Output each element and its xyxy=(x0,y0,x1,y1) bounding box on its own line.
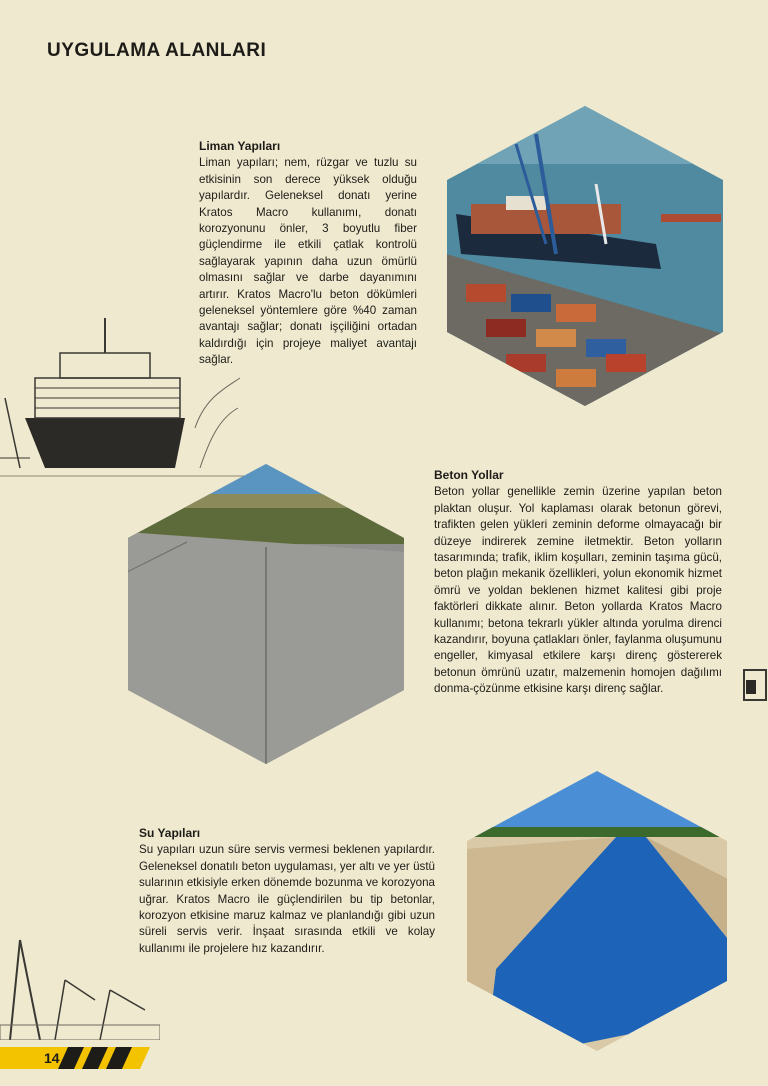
section-heading-su: Su Yapıları xyxy=(139,826,201,840)
canal-photo xyxy=(466,769,728,1053)
section-heading-beton: Beton Yollar xyxy=(434,468,504,482)
section-body-beton: Beton yollar genellikle zemin üzerine yapılan beton plaktan oluşur. Yol kaplaması olarak betonun görevi, trafikten gelen yükleri zeminin deforme olmayacağı bir düzeye indirerek zemine iletmektir. Beton yolların tasarımında; trafik, iklim koşulları, zeminin taşıma gücü, beton plağın mekanik özellikleri, yolun ekonomik hizmet ömrü ve yoldan beklenen hizmet kalitesi gibi proje faktörleri dikkate alınır. Beton yollarda Kratos Macro kullanımı; betona tekrarlı yükler altında yorulma direnci kazandırır, boyuna çatlakları önler, faylanma oluşumunu engeller, kimyasal etkilere karşı direnç göstererek betonun ömrünü uzatır, malzemenin homojen dağılımı donma-çözünme etkisine karşı direnç sağlar. xyxy=(434,485,722,696)
footer-stripe-band xyxy=(0,1047,150,1069)
section-su xyxy=(139,825,435,957)
harbor-cranes-sketch-icon xyxy=(0,930,160,1040)
section-beton xyxy=(434,467,722,698)
cruise-ship-sketch-icon xyxy=(0,318,245,483)
road-photo xyxy=(127,462,405,766)
port-photo xyxy=(446,104,724,408)
page-number: 14 xyxy=(44,1050,60,1066)
section-body-su: Su yapıları uzun süre servis vermesi beklenen yapılardır. Geleneksel donatılı beton uygulaması, yer altı ve yer üstü sularının etkisiyle erken dönemde bozunma ve korozyona uğrar. Kratos Macro ile güçlendirilen bu tip betonlar, korozyon etkisine maruz kalmaz ve planlandığı gibi uzun süreli servis verir. İnşaat sırasında etkili ve kolay kullanımı ile projelere hız kazandırır. xyxy=(139,843,435,955)
page-title: UYGULAMA ALANLARI xyxy=(47,40,267,61)
section-body-liman: Liman yapıları; nem, rüzgar ve tuzlu su etkisinin son derece yüksek olduğu yapılardır. Geleneksel donatı yerine Kratos Macro kullanımı, donatı korozyonunu önler, 3 boyutlu fiber güçlendirme ile etkili çatlak kontrolü sağlayarak yapının daha uzun ömürlü olmasını sağlar ve darbe dayanımını artırır. Kratos Macro'lu beton dökümleri geleneksel yöntemlere göre %40 zaman avantajı sağlar; donatı işçiliğini ortadan kaldırdığı için projeye maliyet avantajı sağlar. xyxy=(199,156,417,367)
section-heading-liman: Liman Yapıları xyxy=(199,139,281,153)
machine-sketch-icon xyxy=(740,640,768,710)
